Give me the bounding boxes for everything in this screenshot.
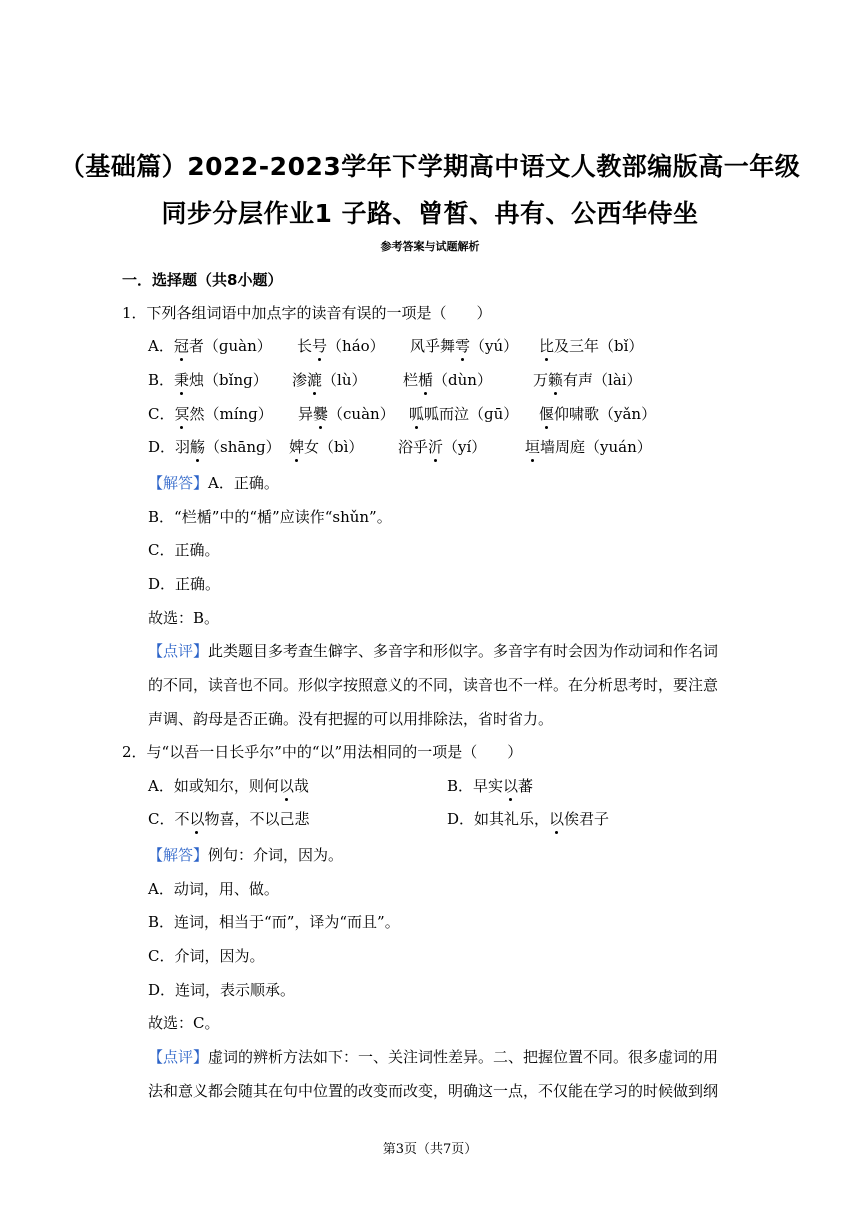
q1-row-b-item-3: 栏楯（dùn）	[403, 371, 492, 389]
q1-stem: 1．下列各组词语中加点字的读音有误的一项是（ ）	[122, 304, 492, 322]
q1-row-a-item-4: 比及三年（bǐ）	[539, 337, 644, 355]
answer-tag: 【解答】	[148, 846, 209, 864]
document-subtitle: 参考答案与试题解析	[380, 240, 480, 253]
q1-row-a-item-3: 风乎舞雩（yú）	[410, 337, 519, 355]
q2-answer-d: D．连词，表示顺承。	[148, 981, 296, 999]
q1-answer-c: C．正确。	[148, 541, 220, 559]
q2-option-d: D．如其礼乐，以俟君子	[447, 810, 610, 828]
q1-comment-line-2: 的不同，读音也不同。形似字按照意义的不同，读音也不一样。在分析思考时，要注意	[148, 676, 719, 694]
q2-comment-line-2: 法和意义都会随其在句中位置的改变而改变，明确这一点，不仅能在学习的时候做到纲	[148, 1082, 719, 1100]
q1-row-b-item-1: B．秉烛（bǐnɡ）	[148, 371, 268, 389]
answer-tag: 【解答】	[148, 474, 209, 492]
q1-row-b-item-4: 万籁有声（lài）	[533, 371, 642, 389]
comment-tag: 【点评】	[148, 1048, 209, 1066]
q2-option-c: C．不以物喜，不以己悲	[148, 810, 310, 828]
q1-comment-line-3: 声调、韵母是否正确。没有把握的可以用排除法，省时省力。	[148, 710, 554, 728]
q2-option-b: B．早实以蕃	[447, 777, 534, 795]
document-title-line-2: 同步分层作业1 子路、曾皙、冉有、公西华侍坐	[161, 199, 699, 228]
comment-tag: 【点评】	[148, 642, 209, 660]
q2-stem: 2．与“以吾一日长乎尔”中的“以”用法相同的一项是（ ）	[122, 743, 523, 761]
q2-comment-line-1: 【点评】虚词的辨析方法如下：一、关注词性差异。二、把握位置不同。很多虚词的用	[148, 1048, 719, 1066]
q1-row-c-item-1: C．冥然（mínɡ）	[148, 405, 273, 423]
q1-row-d-item-3: 浴乎沂（yí）	[398, 438, 487, 456]
q1-row-d-item-2: 婢女（bì）	[289, 438, 364, 456]
q1-row-c-item-3: 呱呱而泣（ɡū）	[409, 405, 519, 423]
q2-answer-a: A．动词，用、做。	[148, 880, 279, 898]
q2-answer-main: 【解答】例句：介词，因为。	[148, 846, 344, 864]
q1-answer-b: B．“栏楯”中的“楯”应读作“shǔn”。	[148, 508, 392, 526]
q1-choice: 故选：B。	[148, 609, 220, 627]
document-title-line-1: （基础篇）2022-2023学年下学期高中语文人教部编版高一年级	[59, 152, 801, 181]
q1-row-d-item-4: 垣墙周庭（yuán）	[525, 438, 652, 456]
q1-row-c-item-2: 异爨（cuàn）	[298, 405, 395, 423]
q1-answer-d: D．正确。	[148, 575, 221, 593]
q1-row-a-item-2: 长号（háo）	[297, 337, 385, 355]
q1-row-d-item-1: D．羽觞（shānɡ）	[148, 438, 281, 456]
q1-row-b-item-2: 渗漉（lù）	[292, 371, 367, 389]
q2-answer-c: C．介词，因为。	[148, 947, 265, 965]
q1-comment-line-1: 【点评】此类题目多考查生僻字、多音字和形似字。多音字有时会因为作动词和作名词	[148, 642, 719, 660]
page-footer: 第3页（共7页）	[382, 1142, 478, 1157]
q1-row-c-item-4: 偃仰啸歌（yǎn）	[539, 405, 657, 423]
q1-answer-a: 【解答】A．正确。	[148, 474, 279, 492]
q2-choice: 故选：C。	[148, 1014, 220, 1032]
section-heading: 一．选择题（共8小题）	[122, 271, 283, 289]
q2-answer-b: B．连词，相当于“而”，译为“而且”。	[148, 913, 400, 931]
q1-row-a-item-1: A．冠者（ɡuàn）	[148, 337, 272, 355]
q2-option-a: A．如或知尔，则何以哉	[148, 777, 309, 795]
